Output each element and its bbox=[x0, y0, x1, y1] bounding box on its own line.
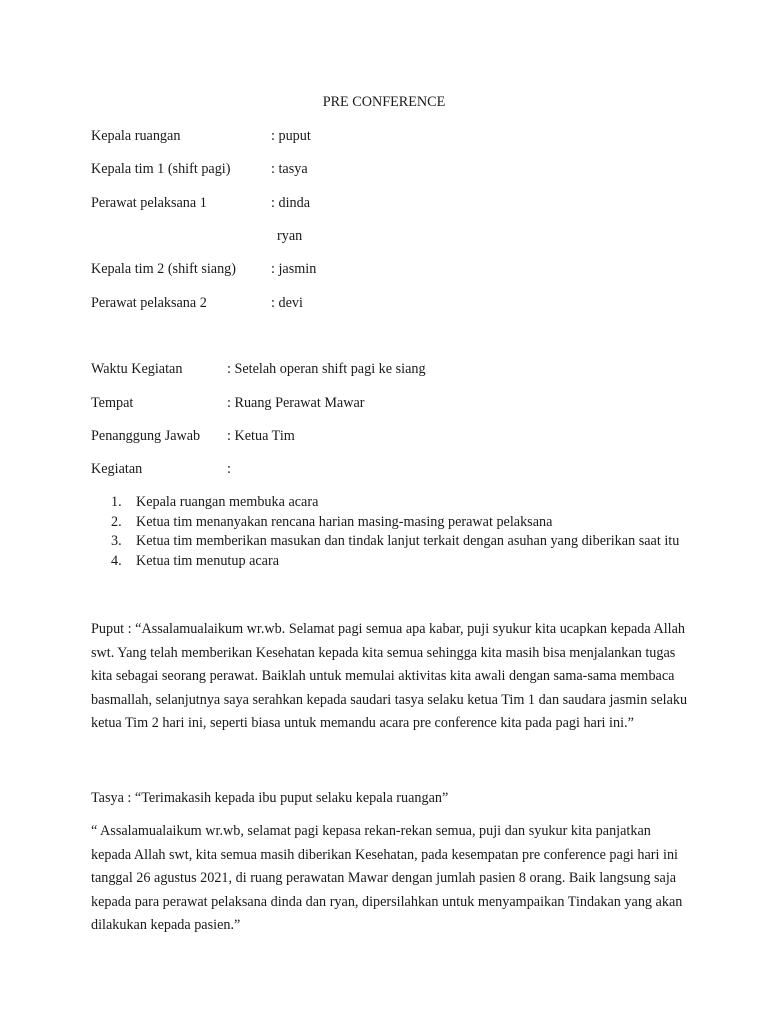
staff-label: Kepala tim 1 (shift pagi) bbox=[91, 161, 231, 177]
staff-label: Kepala tim 2 (shift siang) bbox=[91, 261, 236, 277]
dialogue-puput: Puput : “Assalamualaikum wr.wb. Selamat pagi semua apa kabar, puji syukur kita ucapkan kepada Allah swt. Yang telah memberikan Kesehatan kepada kita semua sehingga kita masih bisa menjalankan tugas kita sebagai seorang perawat. Baiklah untuk memulai aktivitas kita awali dengan sama-sama membaca basmallah, selanjutnya saya serahkan kepada saudari tasya selaku ketua Tim 1 dan saudara jasmin selaku ketua Tim 2 hari ini, seperti biasa untuk memandu acara pre conference kita pada pagi hari ini.” bbox=[91, 621, 688, 732]
detail-label: Tempat bbox=[91, 395, 134, 411]
list-item bbox=[91, 532, 691, 552]
dialogue-tasya-body: “ Assalamualaikum wr.wb, selamat pagi kepasa rekan-rekan semua, puji dan syukur kita panjatkan kepada Allah swt, kita semua masih diberikan Kesehatan, pada kesempatan pre conference pagi hari ini tanggal 26 agustus 2021, di ruang perawatan Mawar dengan jumlah pasien 8 orang. Baik langsung saja kepada para perawat pelaksana dinda dan ryan, dipersilahkan untuk menyampaikan Tindakan yang akan dilakukan kepada pasien.” bbox=[91, 823, 683, 934]
list-item-text: Kepala ruangan membuka acara bbox=[136, 494, 319, 510]
staff-label: Perawat pelaksana 2 bbox=[91, 295, 207, 311]
list-item-number: 2. bbox=[111, 513, 122, 530]
activity-list bbox=[91, 493, 691, 571]
detail-label: Waktu Kegiatan bbox=[91, 361, 183, 377]
staff-value: : tasya bbox=[271, 161, 308, 177]
staff-value: ryan bbox=[277, 228, 303, 244]
detail-label: Kegiatan bbox=[91, 461, 143, 477]
detail-label: Penanggung Jawab bbox=[91, 428, 201, 444]
staff-label: Kepala ruangan bbox=[91, 128, 181, 144]
list-item bbox=[91, 513, 691, 533]
list-item bbox=[91, 552, 691, 572]
staff-value: : devi bbox=[271, 295, 303, 311]
detail-value: : bbox=[227, 461, 231, 477]
list-item bbox=[91, 493, 691, 513]
staff-value: : puput bbox=[271, 128, 311, 144]
dialogue-tasya-intro: Tasya : “Terimakasih kepada ibu puput selaku kepala ruangan” bbox=[91, 790, 449, 806]
list-item-number: 4. bbox=[111, 552, 122, 569]
staff-value: : dinda bbox=[271, 195, 311, 211]
detail-value: : Setelah operan shift pagi ke siang bbox=[227, 361, 426, 377]
list-item-text: Ketua tim menutup acara bbox=[136, 552, 279, 569]
list-item-text: Ketua tim memberikan masukan dan tindak lanjut terkait dengan asuhan yang diberikan saat itu bbox=[136, 533, 680, 549]
detail-value: : Ketua Tim bbox=[227, 428, 295, 444]
list-item-number: 3. bbox=[111, 533, 122, 549]
document-title: PRE CONFERENCE bbox=[322, 94, 446, 110]
detail-value: : Ruang Perawat Mawar bbox=[227, 395, 365, 411]
staff-value: : jasmin bbox=[271, 261, 317, 277]
staff-label: Perawat pelaksana 1 bbox=[91, 195, 207, 211]
list-item-number: 1. bbox=[111, 494, 122, 510]
list-item-text: Ketua tim menanyakan rencana harian masing-masing perawat pelaksana bbox=[136, 513, 553, 530]
